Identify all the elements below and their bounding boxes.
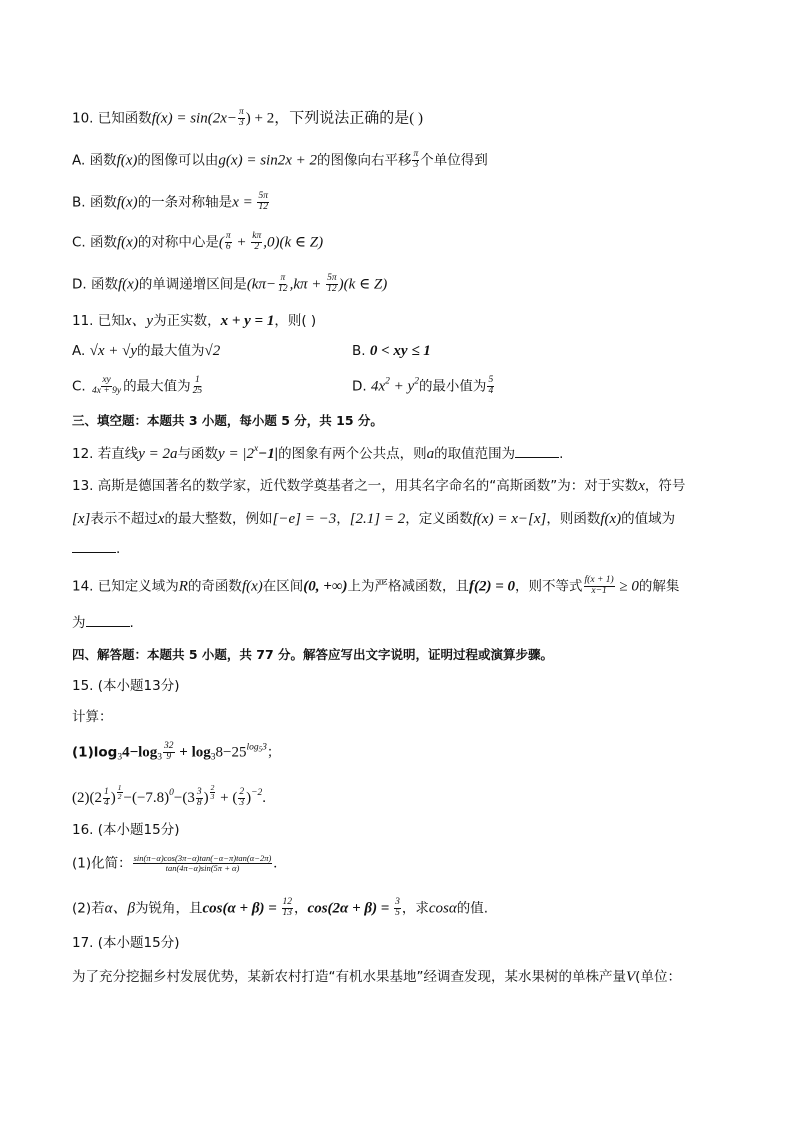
q14-line2: 为 . — [72, 615, 134, 631]
q16-part2: (2)若α、β为锐角，且cos(α + β) = $\frac{12}{13}$ ，cos(2α + β) = $\frac{3}{5}$ ，求cosα的值. — [72, 897, 489, 918]
fraction: $\frac{2}{3}$ — [239, 786, 245, 808]
q13-line1: 13. 高斯是德国著名的数学家，近代数学奠基者之一，用其名字命名的“高斯函数”为：对于实数x，符号 — [72, 478, 686, 494]
q10-option-b: B. 函数f(x)的一条对称轴是x = $\frac{5\pi}{12}$ — [72, 191, 268, 212]
q11-stem: 11. 已知x、y为正实数，x + y = 1，则( ) — [72, 313, 317, 329]
q15-heading: 15. (本小题13分) — [72, 678, 180, 694]
fraction: $\frac{32}{9}$ — [164, 741, 174, 762]
q15-part2: (2)(2 $\frac{1}{4}$ ) $\frac{1}{2}$ $-(-7.8)^0-(3$ $\frac{3}{8}$ ) $\frac{2}{3}$ + ( $\frac{2}{3}$ )$^{-2}$. — [72, 783, 267, 808]
q17-heading: 17. (本小题15分) — [72, 935, 180, 951]
q13-line3: . — [72, 540, 120, 558]
fraction-exponent: $\frac{2}{3}$ — [210, 783, 215, 801]
answer-blank — [515, 445, 559, 458]
fraction: $\frac{1}{25}$ — [192, 375, 203, 396]
q10-stem: 10. 已知函数f(x) = sin(2x− $\frac{\pi}{3}$ ) + 2，下列说法正确的是( ) — [72, 107, 423, 128]
fraction: $\frac{f(x + 1)}{x-1}$ — [584, 575, 614, 596]
q10-function: f(x) = sin(2x− — [151, 110, 237, 127]
q16-heading: 16. (本小题15分) — [72, 822, 180, 838]
q10-option-c: C. 函数f(x)的对称中心是( $\frac{\pi}{6}$ + $\frac{k\pi}{2}$ ,0)(k ∈ Z) — [72, 231, 324, 252]
q10-option-d: D. 函数f(x)的单调递增区间是(kπ− $\frac{\pi}{12}$ ,kπ + $\frac{5\pi}{12}$ )(k ∈ Z) — [72, 273, 388, 294]
q13-line2: [x]表示不超过x的最大整数，例如[−e] = −3，[2.1] = 2，定义函数f(x) = x−[x]，则函数f(x)的值域为 — [72, 511, 676, 527]
q11-option-d: D. $4x^2 + y^2$的最小值为 $\frac{5}{4}$ — [352, 375, 494, 396]
fraction: $\frac{12}{13}$ — [282, 897, 293, 918]
fraction: $\frac{5\pi}{12}$ — [327, 273, 337, 294]
answer-blank — [72, 540, 116, 553]
answer-blank — [86, 614, 130, 627]
fraction: $\frac{3}{5}$ — [395, 897, 400, 918]
q12: 12. 若直线y = 2a与函数$y = |2^x-1|$的图象有两个公共点，则a的取值范围为 . — [72, 444, 564, 462]
q17-line1: 为了充分挖掘乡村发展优势，某新农村打造“有机水果基地”经调查发现，某水果树的单株产量V(单位： — [72, 969, 681, 985]
fraction: $\frac{xy}{4x + 9y}$ — [92, 375, 122, 396]
q15-calc-label: 计算： — [72, 709, 113, 725]
fraction: $\frac{3}{8}$ — [196, 786, 202, 808]
fraction: $\frac{5}{4}$ — [488, 375, 494, 396]
q15-part1: $(1)\log_34-\log_3$ $\frac{32}{9}$ + $\log_38-25^{log53}$； — [72, 741, 281, 763]
fraction-exponent: $\frac{1}{2}$ — [117, 783, 122, 801]
fraction: $\frac{5\pi}{12}$ — [258, 191, 268, 212]
fraction: $\frac{1}{4}$ — [104, 786, 109, 808]
q10-option-a: A. 函数f(x)的图像可以由g(x) = sin2x + 2的图像向右平移 $\frac{\pi}{3}$ 个单位得到 — [72, 149, 488, 170]
q14-line1: 14. 已知定义域为R的奇函数f(x)在区间(0, +∞)上为严格减函数，且f(2) = 0，则不等式 $\frac{f(x + 1)}{x-1}$ ≥ 0的解集 — [72, 575, 680, 596]
fraction: $\frac{k\pi}{2}$ — [252, 231, 262, 252]
fraction: $\frac{\pi}{12}$ — [278, 273, 288, 294]
fraction: $\frac{\pi}{3}$ — [238, 107, 244, 128]
q11-option-b: B. 0 < xy ≤ 1 — [352, 343, 431, 359]
fraction: $\frac{\pi}{6}$ — [225, 231, 231, 252]
section-heading-fill-in: 三、填空题：本题共 3 小题，每小题 5 分，共 15 分。 — [72, 413, 383, 428]
q11-option-c: C. $\frac{xy}{4x + 9y}$ 的最大值为 $\frac{1}{25}$ — [72, 375, 203, 396]
q11-option-a: A. √x + √y的最大值为√2 — [72, 343, 221, 359]
fraction: $\frac{\pi}{3}$ — [413, 149, 419, 170]
section-heading-solve: 四、解答题：本题共 5 小题，共 77 分。解答应写出文字说明，证明过程或演算步骤。 — [72, 647, 554, 662]
q16-part1: (1)化简： $\frac{\sin(\pi-\alpha)\cos(3\pi-\alpha)\tan(-\alpha-\pi)\tan(\alpha-2\pi)}{\tan(4\pi-\alpha)\sin(5\pi + \alpha)}$ . — [72, 853, 278, 873]
fraction: $\frac{\sin(\pi-\alpha)\cos(3\pi-\alpha)\tan(-\alpha-\pi)\tan(\alpha-2\pi)}{\tan(4\pi-\alpha)\sin(5\pi + \alpha)}$ — [133, 853, 272, 873]
